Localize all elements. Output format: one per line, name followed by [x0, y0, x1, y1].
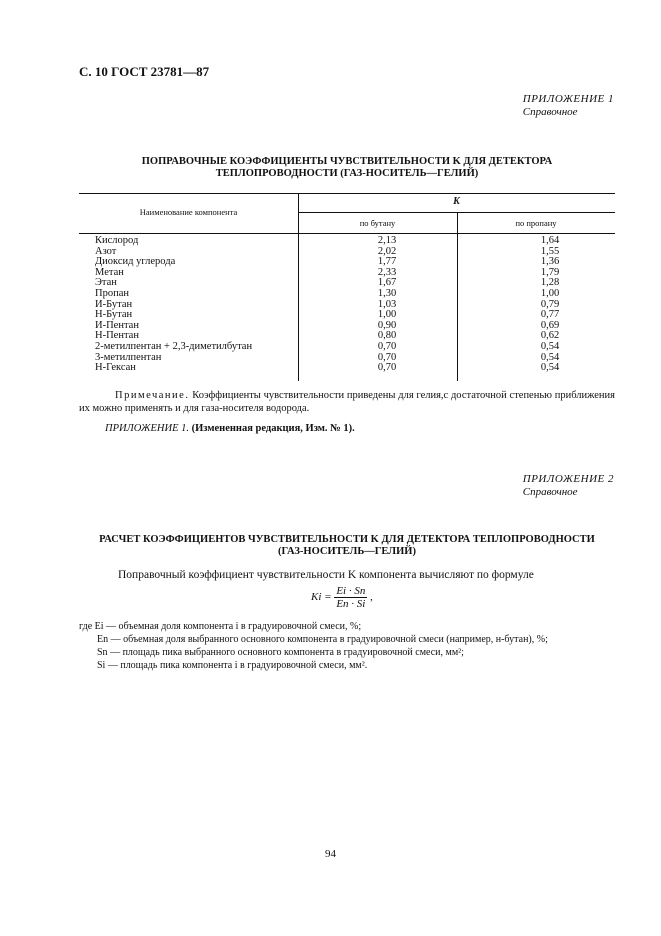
- document-header: С. 10 ГОСТ 23781—87: [79, 64, 210, 79]
- definitions-list: [79, 620, 548, 672]
- definition-item: Si — площадь пика компонента i в градуировочной смеси, мм².: [97, 660, 368, 671]
- table-cell-name: Метан: [95, 266, 124, 278]
- table-cell-butane: 0,80: [377, 330, 397, 342]
- appendix-1-label: ПРИЛОЖЕНИЕ 1 Справочное: [522, 93, 614, 118]
- table-cell-butane: 2,13: [377, 235, 397, 246]
- table-top-rule: [79, 193, 615, 194]
- table-cell-butane: 1,67: [377, 277, 397, 289]
- table-cell-butane: 2,02: [377, 245, 397, 257]
- k-propane-values: [520, 236, 580, 374]
- table-cell-butane: 0,70: [377, 362, 397, 374]
- table-sub-rule: [298, 212, 615, 213]
- table-note: Примечание. Коэффициенты чувствительности приведены для гелия,с достаточной степенью приближения их можно применять и для газа-носителя водорода.: [79, 390, 615, 414]
- table-cell-propane: 0,54: [540, 351, 560, 363]
- table-cell-name: 3-метилпентан: [95, 351, 162, 363]
- column-header-component: Наименование компонента: [139, 207, 238, 217]
- table-cell-butane: 0,70: [377, 351, 397, 363]
- table-cell-propane: 0,62: [540, 330, 560, 342]
- table-cell-propane: 1,36: [540, 256, 560, 268]
- table-cell-butane: 0,70: [377, 340, 397, 352]
- table-divider: [457, 233, 458, 381]
- table-title: ПОПРАВОЧНЫЕ КОЭФФИЦИЕНТЫ ЧУВСТВИТЕЛЬНОСТИ K ДЛЯ ДЕТЕКТОРА ТЕПЛОПРОВОДНОСТИ (ГАЗ-НОСИТЕЛЬ—ГЕЛИЙ): [141, 156, 553, 179]
- table-cell-propane: 0,69: [540, 319, 560, 331]
- table-divider: [298, 233, 299, 381]
- table-cell-propane: 1,28: [540, 277, 560, 289]
- definition-item: Sn — площадь пика выбранного основного компонента в градуировочной смеси, мм²;: [97, 647, 464, 658]
- table-cell-propane: 0,77: [540, 309, 560, 321]
- component-names: [95, 236, 252, 374]
- formula: Ki = $\frac{Ei \cdot Sn}{En \cdot Si}$ ,: [311, 585, 373, 610]
- page-number: 94: [325, 848, 336, 860]
- table-cell-butane: 1,30: [377, 287, 397, 299]
- table-cell-name: И-Пентан: [95, 319, 139, 331]
- section-title: РАСЧЕТ КОЭФФИЦИЕНТОВ ЧУВСТВИТЕЛЬНОСТИ K ДЛЯ ДЕТЕКТОРА ТЕПЛОПРОВОДНОСТИ (ГАЗ-НОСИТЕЛЬ—ГЕЛИЙ): [99, 534, 595, 557]
- definition-item: где Ei — объемная доля компонента i в градуировочной смеси, %;: [79, 621, 362, 632]
- table-cell-butane: 0,90: [377, 319, 397, 331]
- table-cell-butane: 1,77: [377, 256, 397, 268]
- k-butane-values: [357, 236, 417, 374]
- table-cell-propane: 1,64: [540, 235, 560, 246]
- amendment-note: ПРИЛОЖЕНИЕ 1. (Измененная редакция, Изм. № 1).: [105, 423, 355, 434]
- table-cell-propane: 1,79: [540, 266, 560, 278]
- appendix-2-label: ПРИЛОЖЕНИЕ 2 Справочное: [522, 473, 614, 498]
- table-cell-name: Этан: [95, 277, 117, 289]
- table-cell-propane: 0,79: [540, 298, 560, 310]
- table-cell-butane: 1,00: [377, 309, 397, 321]
- table-cell-name: 2-метилпентан + 2,3-диметилбутан: [95, 340, 253, 352]
- table-cell-propane: 1,55: [540, 245, 560, 257]
- table-cell-propane: 0,54: [540, 362, 560, 374]
- table-cell-name: Диоксид углерода: [95, 256, 176, 268]
- table-cell-name: Азот: [95, 245, 117, 257]
- table-cell-name: И-Бутан: [95, 298, 133, 310]
- table-cell-butane: 1,03: [377, 298, 397, 310]
- table-header-rule: [79, 233, 615, 234]
- column-header-k: K: [453, 196, 460, 207]
- definition-item: En — объемная доля выбранного основного компонента в градуировочной смеси (например, н-бутан), %;: [97, 634, 548, 645]
- table-cell-propane: 0,54: [540, 340, 560, 352]
- table-cell-name: Кислород: [95, 235, 139, 246]
- table-cell-name: Пропан: [95, 287, 129, 299]
- table-cell-butane: 2,33: [377, 266, 397, 278]
- table-cell-name: Н-Бутан: [95, 309, 133, 321]
- table-cell-name: Н-Пентан: [95, 330, 139, 342]
- column-header-propane: по пропану: [515, 218, 557, 228]
- column-header-butane: по бутану: [359, 218, 396, 228]
- intro-text: Поправочный коэффициент чувствительности K компонента вычисляют по формуле: [118, 569, 534, 581]
- table-cell-name: Н-Гексан: [95, 362, 136, 374]
- table-cell-propane: 1,00: [540, 287, 560, 299]
